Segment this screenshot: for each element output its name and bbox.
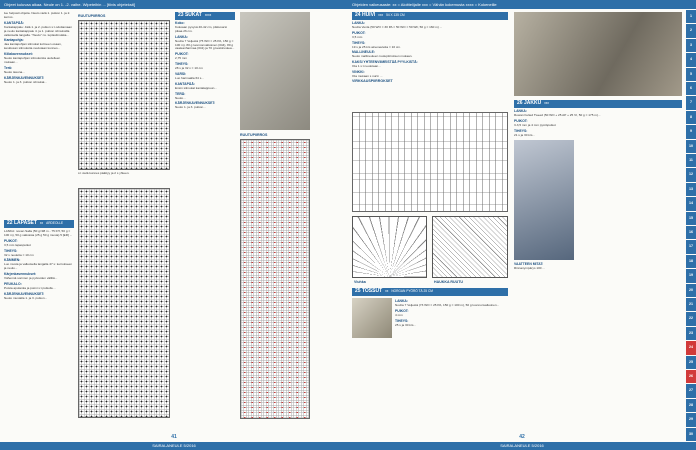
difficulty: xxx — [544, 101, 549, 106]
section-title: KÄRJENKAVENNUKSET: — [4, 75, 45, 80]
side-tab-7[interactable]: 7 — [686, 96, 696, 109]
side-tab-27[interactable]: 27 — [686, 384, 696, 397]
section-text: Luo harmaalla 64 s... — [175, 75, 204, 80]
side-tab-13[interactable]: 13 — [686, 183, 696, 196]
section-title: Koko: — [175, 21, 185, 25]
section-25-header — [352, 288, 508, 296]
section-23 — [175, 12, 235, 432]
section-text: 3,5 mm lapaspuikot — [4, 242, 31, 247]
side-tab-21[interactable]: 21 — [686, 298, 696, 311]
knitting-chart-sock — [240, 139, 310, 419]
section-number: 22 — [7, 220, 13, 227]
section-title: LANKA: — [175, 34, 188, 39]
chart-caption — [78, 172, 170, 184]
section-title: TIHEYS: — [395, 318, 409, 323]
section-text: Rowan Felted Tweed (50 WO + 25 AP + 25 VI, 50 g = 175 m)... — [514, 112, 601, 117]
grid-diagram — [432, 216, 508, 278]
section-text: Ensin silmukat kantalappuun... — [175, 85, 217, 90]
side-tab-14[interactable]: 14 — [686, 197, 696, 210]
difficulty: xx — [385, 289, 389, 294]
section-text: 2,75 mm — [175, 56, 188, 61]
side-tab-15[interactable]: 15 — [686, 212, 696, 225]
section-text: 19 s ja 25 krs aineneuletta = 10 cm. — [352, 44, 401, 49]
section-title: Kiilakavennukset: — [4, 52, 33, 57]
section-text: 4 mm — [395, 312, 403, 317]
section-title: HUIVI — [361, 12, 376, 19]
side-tab-17[interactable]: 17 — [686, 240, 696, 253]
section-text: Luo musta ja valkoisella langalla 47 s: kerrokseen ja neulo... — [4, 262, 73, 271]
section-text: Neulo 1. ja 3. puikon silmukat... — [4, 79, 47, 84]
side-tab-24[interactable]: 24 — [686, 341, 696, 354]
difficulty: xx — [39, 221, 44, 226]
section-title: TOSSUT — [361, 288, 383, 295]
section-26-header — [514, 100, 682, 108]
section-title: VARSI: — [175, 71, 187, 76]
section-title: MALLINEULE: — [352, 50, 375, 55]
section-title: KÄRJENKAVENNUKSET: — [175, 101, 216, 106]
knitting-chart-mitten-2 — [78, 188, 170, 418]
side-tab-2[interactable]: 2 — [686, 24, 696, 37]
section-title: KANTAPÄÄ: — [4, 20, 24, 25]
section-text: Novita 7 Veljestä (75 WO = 25 PA, 150 g = 100 m). 80 g luonnonvalkoinen (044), 80 g vaaleanharmaa (041) ja 70 g keskiruskea... — [175, 38, 235, 51]
section-22 — [4, 220, 74, 420]
section-text: Neulo 1. ja 3. puikon... — [175, 105, 206, 110]
side-tab-4[interactable]: 4 — [686, 53, 696, 66]
section-title: Kärjenkavennukset: — [4, 272, 37, 277]
section-title: PUIKOT: — [352, 30, 366, 35]
side-tab-28[interactable]: 28 — [686, 399, 696, 412]
section-text: 32 s neuletta = 10 cm — [4, 252, 34, 257]
section-title: PEUKALO: — [4, 281, 22, 286]
section-title: JAKKU — [523, 100, 542, 107]
section-text: Jaa kantapohjan silmukat kolmeen osaan, keskiosan silmukoita neulotaan kunnes... — [4, 42, 62, 51]
designer-tag: NORGAN PYÖRÖ TÄ 25 CM — [391, 289, 433, 294]
section-text: Neulo kantapohjan silmukoista uudelleen mukaan... — [4, 56, 61, 64]
side-tab-26[interactable]: 26 — [686, 370, 696, 383]
side-tab-22[interactable]: 22 — [686, 312, 696, 325]
section-text: Ota 1 s:t neulotaan... — [352, 64, 381, 69]
section-title: KANTAPÄÄ: — [175, 81, 195, 86]
section-title: LANKA: — [514, 109, 527, 113]
right-page — [348, 0, 696, 450]
section-title: LANKA: — [395, 299, 408, 303]
section-number: 23 — [178, 12, 184, 19]
section-title: Terä: — [4, 65, 13, 70]
shawl-photo — [514, 12, 682, 96]
section-title: TERÄ: — [175, 91, 186, 96]
section-text: Novita 7 Veljestä (73 WO = 25 PA, 150 g = 100 m), 50 g luonnonvalkoinen... — [395, 302, 500, 307]
section-title: Kantapohja: — [4, 38, 24, 43]
section-title: PUIKOT: — [175, 52, 189, 57]
side-tab-20[interactable]: 20 — [686, 284, 696, 297]
side-tab-12[interactable]: 12 — [686, 168, 696, 181]
crochet-chart — [352, 112, 508, 212]
section-number: 25 — [355, 288, 361, 295]
section-title: VINKKI: — [352, 70, 365, 75]
chart-label: VIRKKAUSPIIRROKSET — [352, 79, 393, 84]
section-title: PUIKOT: — [395, 308, 409, 313]
chart-label: RUUTUPIIRROS — [78, 14, 106, 18]
section-text: Neulo mallineuleen ruutupiirroksen mukaan. — [352, 54, 413, 59]
section-text: Vähennä sormien ja pyöreiden väliltä... — [4, 276, 58, 281]
section-number: 24 — [355, 12, 361, 19]
section-title: SUKAT — [184, 12, 202, 19]
section-text: 28 s ja 32 x = 10 cm — [175, 66, 203, 71]
section-title: VAATTEEN MITAT: — [514, 262, 544, 267]
section-22-header — [4, 220, 74, 228]
section-title: TIHEYS: — [4, 248, 18, 253]
right-top-bar: Ohjeiden vaikeusaste: xx = Aloittelijalle xxx = Vähän kokemusta xxxx = Kokeneille — [348, 0, 696, 9]
section-23-header — [175, 12, 235, 20]
caption-text: s:t vielä kunnes päättyy ja 2 s yhteen. — [78, 172, 130, 175]
section-text: Poista apulanka ja poimi s:t puikolle... — [4, 285, 56, 290]
side-tab-25[interactable]: 25 — [686, 356, 696, 369]
side-tab-11[interactable]: 11 — [686, 154, 696, 167]
side-tab-9[interactable]: 9 — [686, 125, 696, 138]
side-tab-23[interactable]: 23 — [686, 327, 696, 340]
section-text: Neulo... — [175, 95, 186, 100]
intro-text: lue helposti ohjeita. Neulo vielä 1. puikon 1. ja 2. kerros. — [4, 12, 71, 19]
section-text: Novita Venla (50 WO = 30 PA = 50 WO = 50 WF, 50 g = 160 m) ... — [352, 24, 443, 29]
diagram-label: Viuhka — [354, 280, 366, 284]
side-tab-18[interactable]: 18 — [686, 255, 696, 268]
section-text: 3,5 mm — [352, 34, 363, 39]
side-tab-1[interactable]: 1 — [686, 10, 696, 23]
section-text: Rinnanympärys 100 ... — [514, 266, 545, 271]
section-title: KÄRJENKAVENNUKSET: — [4, 291, 45, 296]
section-title: TIHEYS: — [175, 62, 189, 67]
section-title: KAKSI YHTEENVIIMEISTÄÄ PYYLKISTÄ: — [352, 60, 418, 65]
knitting-chart-mitten-1 — [78, 20, 170, 170]
section-26 — [514, 100, 682, 420]
section-text: Kokoaan pysyvä 40-42 cm, pikkuvarsi pikaa 26 cm. — [175, 24, 227, 33]
section-text: Kantakappale: Jätä 1. ja 2. puikon s:t odottamaan ja neulo kantakappale 4. ja 1. puikon silmukoilla valkoisella langalla. "Neulo" ns. tuplasilmukka... — [4, 24, 72, 37]
section-title: LAPASET — [13, 220, 37, 227]
section-text: Neulo tasona... — [4, 69, 25, 74]
left-top-bar: Ohjeet kuluvaa aikaa. Neule on 1. -2. vaihe. Wipeteihin ... [tiivis ohjeteksti] — [0, 0, 348, 9]
side-index-tabs — [686, 10, 696, 442]
section-text: Neulo mustalla 1. ja 3. puikon... — [4, 295, 48, 300]
difficulty: xxxx — [204, 13, 212, 18]
slipper-photo — [352, 298, 392, 338]
section-25 — [352, 288, 508, 428]
difficulty: xxx — [378, 13, 384, 18]
right-footer: SAIRALANEULE 5/2016 — [348, 442, 696, 450]
side-tab-10[interactable]: 10 — [686, 140, 696, 153]
chart-label: RUUTUPIIRROS — [240, 133, 268, 137]
section-title: PUIKOT: — [514, 118, 528, 123]
section-number: 26 — [517, 100, 523, 107]
section-title: TIHEYS: — [352, 40, 366, 45]
side-tab-16[interactable]: 16 — [686, 226, 696, 239]
side-tab-19[interactable]: 19 — [686, 269, 696, 282]
side-tab-5[interactable]: 5 — [686, 68, 696, 81]
side-tab-29[interactable]: 29 — [686, 413, 696, 426]
section-title: LANKA: — [352, 21, 365, 25]
side-tab-3[interactable]: 3 — [686, 39, 696, 52]
section-title: KÄMMEN: — [4, 258, 21, 263]
left-footer: SAIRALANEULE 5/2016 — [0, 442, 348, 450]
sock-photo — [240, 12, 310, 130]
section-text: Ota mukaan s nurin ... — [352, 73, 383, 78]
section-24 — [352, 12, 508, 110]
diagram-label: HAUKKA RUUTU — [434, 280, 464, 284]
side-tab-6[interactable]: 6 — [686, 82, 696, 95]
section-text: 3-3,5 mm ja 4 mm pyöröpuikot — [514, 122, 556, 127]
section-24-header — [352, 12, 508, 20]
designer-tag: ARDEOLLE — [46, 221, 64, 226]
section-title: TIHEYS: — [514, 128, 528, 133]
section-text: 21 s ja 30 krs... — [514, 132, 535, 137]
side-tab-8[interactable]: 8 — [686, 111, 696, 124]
side-tab-30[interactable]: 30 — [686, 428, 696, 441]
size: 54 X 135 CM — [386, 13, 405, 18]
yarn-info: LANKA: novan Salla (50 g=98 m - 75 FH, 50 g = 100 m), 50 g valkoista (25 g 50 g musta) 5 [ER] ... — [4, 229, 73, 237]
section-text: 25 s ja 30 krs... — [395, 322, 416, 327]
page-number: 41 — [171, 434, 177, 440]
fan-diagram — [352, 216, 427, 278]
instruction-block — [4, 22, 74, 85]
page-number: 42 — [519, 434, 525, 440]
section-title: PUIKOT: — [4, 238, 18, 243]
jacket-photo — [514, 140, 574, 260]
